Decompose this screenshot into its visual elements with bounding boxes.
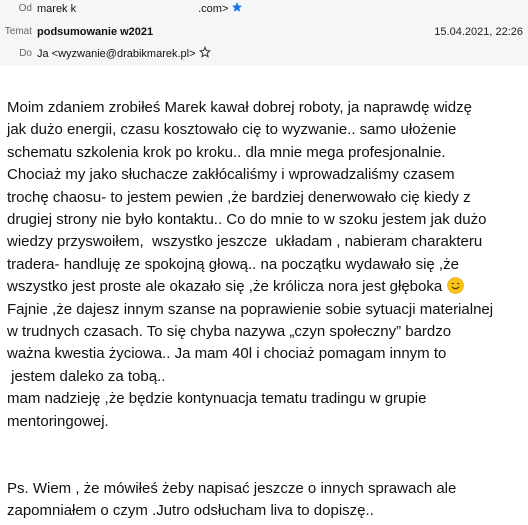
from-name: marek k [37,3,77,15]
body-line: wiedzy przyswoiłem, wszystko jeszcze układam , nabieram charakteru [7,233,483,251]
star-outline-icon[interactable] [199,46,211,58]
body-blank-line [7,456,525,478]
body-line-text: wszystko jest proste ale okazało się ,że królicza nora jest głęboka [7,278,443,296]
body-line: tradera- handluję ze spokojną głową.. na początku wydawało się ,że [7,255,459,273]
body-line: ważna kwestia życiowa.. Ja mam 40l i chociaż pomagam innym to [7,345,447,363]
subject-label: Temat [4,26,32,37]
smiling-face-emoji-icon [447,277,464,294]
from-row [0,0,528,18]
to-label: Do [19,48,32,59]
star-filled-icon[interactable] [231,1,243,13]
body-line: jak dużo energii, czasu kosztowało cię to wyzwanie.. samo ułożenie [7,121,457,139]
to-row [0,45,528,63]
redacted-address [76,4,198,14]
message-body [7,97,525,523]
body-line: jestem daleko za tobą.. [7,367,166,385]
body-line: schematu szkolenia krok po kroku.. dla mnie mega profesjonalnie. [7,143,446,161]
body-line: drugiej strony nie było kontaktu.. Co do mnie to w szoku jestem jak dużo [7,211,487,229]
body-line: Fajnie ,że dajesz innym szanse na poprawienie sobie sytuacji materialnej [7,300,494,318]
body-line [7,276,525,298]
body-line: trochę chaosu- to jestem pewien ,że bardziej denerwowało cię kiedy z [7,188,471,206]
body-line: mentoringowej. [7,412,109,430]
body-line: Moim zdaniem zrobiłeś Marek kawał dobrej roboty, ja naprawdę widzę [7,99,472,116]
body-blank-line [7,433,525,455]
from-label: Od [18,3,32,14]
body-line: Chociaż my jako słuchacze zakłócaliśmy i wprowadzaliśmy czasem [7,166,455,184]
body-line: Ps. Wiem , że mówiłeś żeby napisać jeszcze o innych sprawach ale [7,479,457,497]
to-address: Ja <wyzwanie@drabikmarek.pl> [37,48,196,60]
body-line: mam nadzieję ,że będzie kontynuacja tematu tradingu w grupie [7,390,427,408]
from-domain: .com> [198,3,229,15]
subject-text: podsumowanie w2021 [37,26,154,38]
to-value[interactable] [37,45,211,63]
body-line: w trudnych czasach. To się chyba nazywa „czyn społeczny” bardzo [7,323,452,341]
from-value[interactable] [37,0,243,18]
message-header [0,0,528,66]
message-date: 15.04.2021, 22:26 [434,26,523,38]
subject-row [0,23,528,41]
body-line: zapomniałem o czym .Jutro odsłucham liva to dopiszę.. [7,502,374,520]
